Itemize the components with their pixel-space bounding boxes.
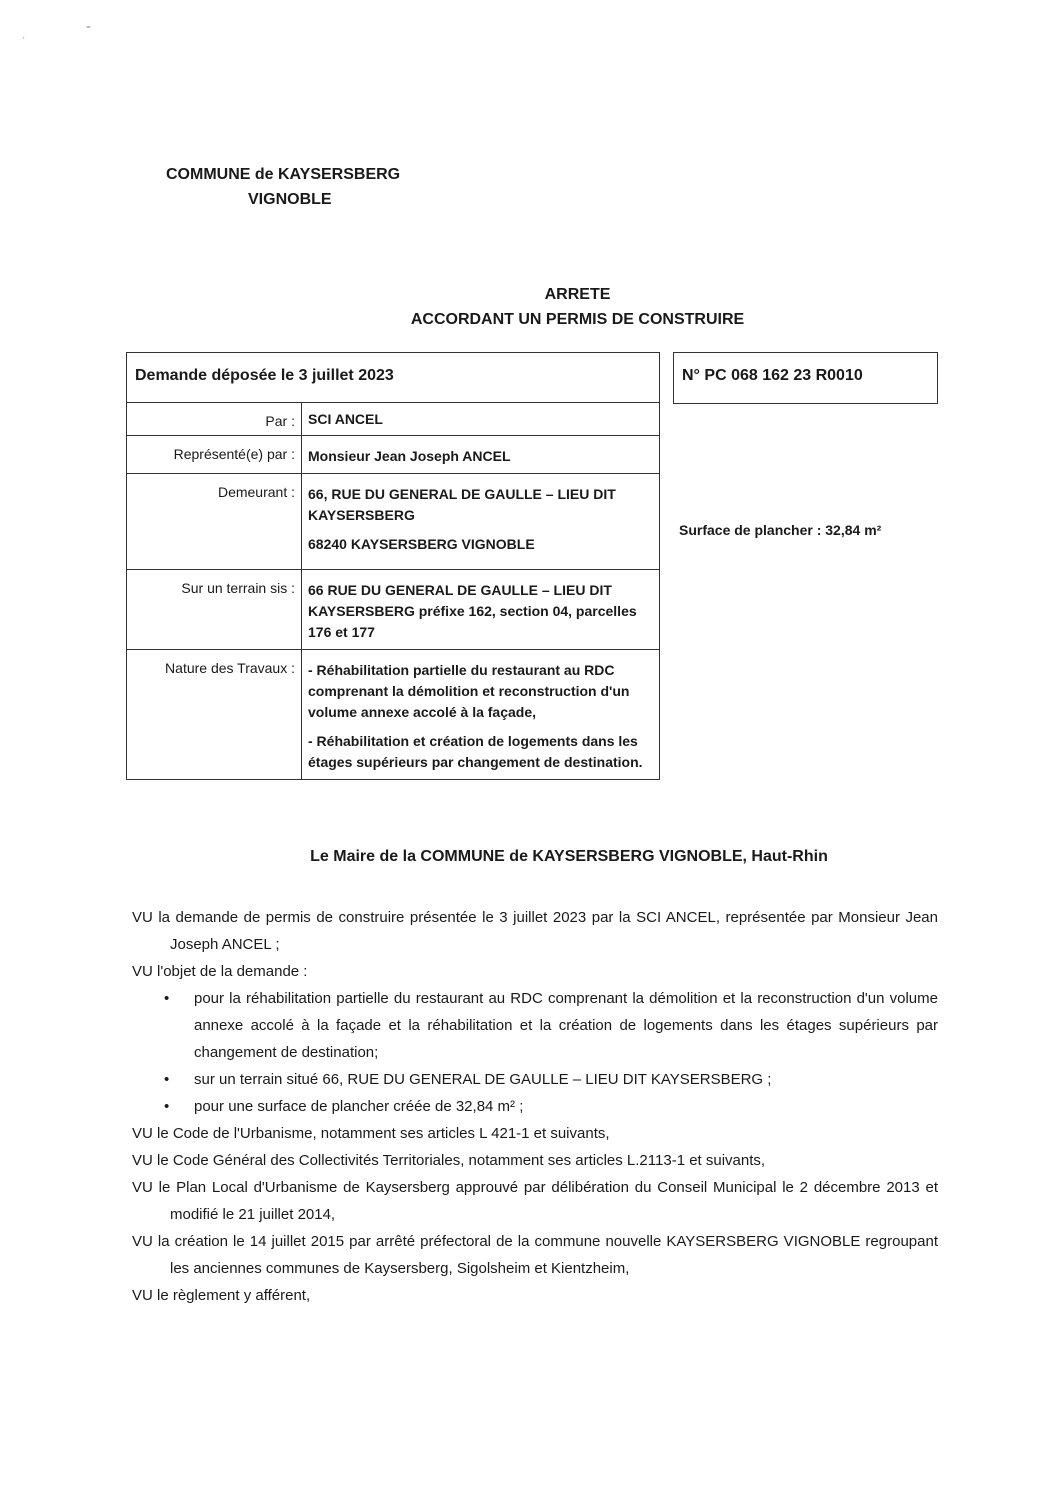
row-label-represente: Représenté(e) par : bbox=[127, 436, 302, 474]
row-label-par: Par : bbox=[127, 403, 302, 436]
commune-name: COMMUNE de KAYSERSBERG bbox=[166, 166, 401, 183]
title-subtitle: ACCORDANT UN PERMIS DE CONSTRUIRE bbox=[410, 311, 745, 328]
permit-number: N° PC 068 162 23 R0010 bbox=[673, 352, 938, 404]
commune-header bbox=[166, 162, 400, 212]
document-title bbox=[0, 282, 1058, 332]
row-label-nature: Nature des Travaux : bbox=[127, 650, 302, 780]
list-item: • pour la réhabilitation partielle du restaurant au RDC comprenant la démolition et la reconstruction d'un volume annexe accolé à la façade et la réhabilitation et la création de logements dans les étages supérieurs par changement de destination; bbox=[194, 985, 938, 1066]
row-value-terrain: 66 RUE DU GENERAL DE GAULLE – LIEU DIT KAYSERSBERG préfixe 162, section 04, parcelles 176 et 177 bbox=[302, 570, 660, 650]
vu-objet: VU l'objet de la demande : bbox=[132, 963, 308, 980]
row-value-demeurant: 66, RUE DU GENERAL DE GAULLE – LIEU DIT KAYSERSBERG 68240 KAYSERSBERG VIGNOBLE bbox=[302, 474, 660, 570]
vu-demande: VU la demande de permis de construire présentée le 3 juillet 2023 par la SCI ANCEL, représentée par Monsieur Jean Joseph ANCEL ; bbox=[132, 909, 938, 953]
row-value-par: SCI ANCEL bbox=[302, 403, 660, 436]
row-value-represente: Monsieur Jean Joseph ANCEL bbox=[302, 436, 660, 474]
vu-plu: VU le Plan Local d'Urbanisme de Kaysersberg approuvé par délibération du Conseil Municipal le 2 décembre 2013 et modifié le 21 juillet 2014, bbox=[132, 1179, 938, 1223]
row-label-demeurant: Demeurant : bbox=[127, 474, 302, 570]
bullet-icon: • bbox=[164, 1071, 170, 1088]
vu-reglement: VU le règlement y afférent, bbox=[132, 1287, 311, 1304]
vu-code-urbanisme: VU le Code de l'Urbanisme, notamment ses articles L 421-1 et suivants, bbox=[132, 1125, 610, 1142]
objet-list bbox=[132, 985, 938, 1120]
row-value-nature: - Réhabilitation partielle du restaurant au RDC comprenant la démolition et reconstruction d'un volume annexe accolé à la façade, - Réhabilitation et création de logements dans les étages supérieurs par changement de destination. bbox=[302, 650, 660, 780]
list-item: • sur un terrain situé 66, RUE DU GENERAL DE GAULLE – LIEU DIT KAYSERSBERG ; bbox=[194, 1066, 938, 1093]
vu-code-collectivites: VU le Code Général des Collectivités Territoriales, notamment ses articles L.2113-1 et suivants, bbox=[132, 1152, 766, 1169]
commune-name-line2: VIGNOBLE bbox=[248, 191, 332, 208]
surface-plancher: Surface de plancher : 32,84 m² bbox=[679, 522, 882, 538]
maire-heading: Le Maire de la COMMUNE de KAYSERSBERG VIGNOBLE, Haut-Rhin bbox=[310, 848, 828, 865]
row-label-terrain: Sur un terrain sis : bbox=[127, 570, 302, 650]
title-arrete: ARRETE bbox=[544, 286, 611, 303]
vu-creation-commune: VU la création le 14 juillet 2015 par arrêté préfectoral de la commune nouvelle KAYSERSBERG VIGNOBLE regroupant les anciennes communes de Kaysersberg, Sigolsheim et Kientzheim, bbox=[132, 1233, 938, 1277]
deposit-date: Demande déposée le 3 juillet 2023 bbox=[127, 353, 660, 403]
list-item: • pour une surface de plancher créée de 32,84 m² ; bbox=[194, 1093, 938, 1120]
request-table bbox=[126, 352, 660, 780]
bullet-icon: • bbox=[164, 990, 170, 1007]
considerants bbox=[132, 904, 938, 1309]
bullet-icon: • bbox=[164, 1098, 170, 1115]
